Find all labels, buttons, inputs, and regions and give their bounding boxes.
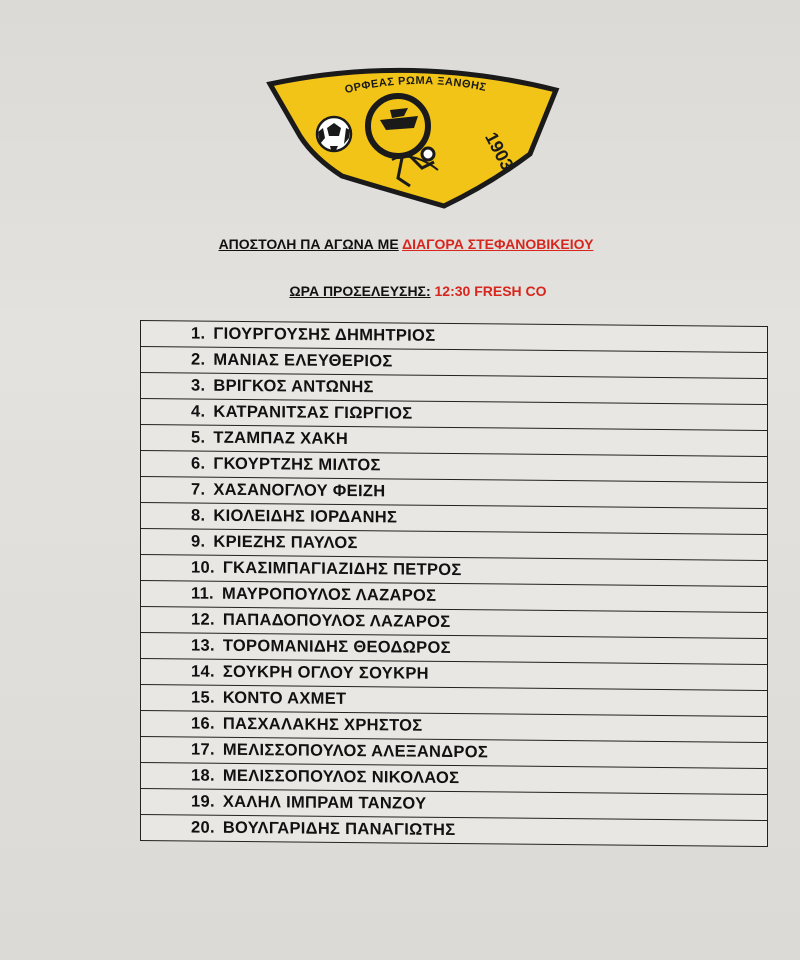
player-name: ΒΟΥΛΓΑΡΙΔΗΣ ΠΑΝΑΓΙΩΤΗΣ [222, 818, 456, 840]
player-number: 10. [191, 558, 215, 577]
player-number: 4. [191, 402, 206, 421]
player-number: 6. [191, 454, 206, 473]
player-name: ΜΑΥΡΟΠΟΥΛΟΣ ΛΑΖΑΡΟΣ [221, 584, 437, 605]
player-number: 1. [191, 324, 206, 343]
player-number: 11. [191, 584, 214, 603]
player-name: ΓΚΟΥΡΤΖΗΣ ΜΙΛΤΟΣ [213, 454, 381, 475]
player-name: ΤΟΡΟΜΑΝΙΔΗΣ ΘΕΟΔΩΡΟΣ [222, 636, 451, 657]
player-number: 2. [191, 350, 206, 369]
player-name: ΠΑΠΑΔΟΠΟΥΛΟΣ ΛΑΖΑΡΟΣ [222, 610, 451, 631]
club-crest-logo [262, 58, 562, 210]
player-roster-table [140, 320, 768, 847]
player-name: ΚΟΝΤΟ ΑΧΜΕΤ [222, 688, 347, 708]
player-name: ΧΑΛΗΛ ΙΜΠΡΑΜ ΤΑΝΖΟΥ [222, 792, 427, 813]
player-number: 3. [191, 376, 206, 395]
football-icon [317, 117, 351, 151]
player-name: ΒΡΙΓΚΟΣ ΑΝΤΩΝΗΣ [213, 376, 374, 397]
player-number: 9. [191, 532, 206, 551]
player-name: ΚΑΤΡΑΝΙΤΣΑΣ ΓΙΩΡΓΙΟΣ [213, 402, 413, 423]
player-number: 13. [191, 636, 215, 655]
player-number: 12. [191, 610, 215, 629]
player-number: 16. [191, 714, 215, 733]
player-number: 8. [191, 506, 206, 525]
player-number: 18. [191, 766, 215, 785]
player-name: ΚΡΙΕΖΗΣ ΠΑΥΛΟΣ [213, 532, 358, 553]
player-name: ΚΙΟΛΕΙΔΗΣ ΙΟΡΔΑΝΗΣ [213, 506, 398, 527]
player-name: ΓΚΑΣΙΜΠΑΓΙΑΖΙΔΗΣ ΠΕΤΡΟΣ [222, 558, 462, 580]
match-heading [6, 236, 800, 252]
player-name: ΜΕΛΙΣΣΟΠΟΥΛΟΣ ΝΙΚΟΛΑΟΣ [222, 766, 460, 788]
player-name: ΠΑΣΧΑΛΑΚΗΣ ΧΡΗΣΤΟΣ [222, 714, 423, 735]
arrival-time-heading [18, 283, 800, 299]
player-number: 14. [191, 662, 215, 681]
arrival-time-label: ΩΡΑ ΠΡΟΣΕΛΕΥΣΗΣ: [289, 283, 431, 299]
squad-label: ΑΠΟΣΤΟΛΗ ΠΑ ΑΓΩΝΑ ΜΕ [218, 236, 399, 252]
player-name: ΜΑΝΙΑΣ ΕΛΕΥΘΕΡΙΟΣ [213, 350, 393, 371]
player-name: ΓΙΟΥΡΓΟΥΣΗΣ ΔΗΜΗΤΡΙΟΣ [213, 324, 436, 345]
player-number: 17. [191, 740, 215, 759]
player-name: ΧΑΣΑΝΟΓΛΟΥ ΦΕΙΖΗ [213, 480, 386, 501]
player-name: ΣΟΥΚΡΗ ΟΓΛΟΥ ΣΟΥΚΡΗ [222, 662, 429, 683]
player-cell [141, 815, 768, 847]
opponent-name: ΔΙΑΓΟΡΑ ΣΤΕΦΑΝΟΒΙΚΕΙΟΥ [402, 236, 594, 252]
player-name: ΤΖΑΜΠΑΖ ΧΑΚΗ [213, 428, 349, 448]
player-number: 19. [191, 792, 215, 811]
crest-founding-year: 1903 [481, 128, 518, 174]
player-number: 7. [191, 480, 206, 499]
table-row [141, 815, 768, 847]
player-number: 15. [191, 688, 215, 707]
crest-club-name: ΟΡΦΕΑΣ ΡΩΜΑ ΞΑΝΘΗΣ [343, 74, 488, 97]
arrival-time-value: 12:30 FRESH CO [434, 283, 547, 299]
emblem-icon [368, 96, 428, 156]
player-name: ΜΕΛΙΣΣΟΠΟΥΛΟΣ ΑΛΕΞΑΝΔΡΟΣ [222, 740, 489, 762]
player-number: 20. [191, 818, 215, 837]
player-number: 5. [191, 428, 206, 447]
